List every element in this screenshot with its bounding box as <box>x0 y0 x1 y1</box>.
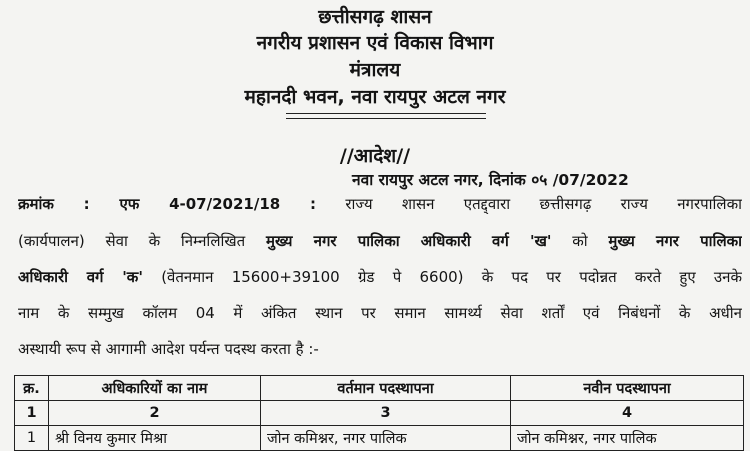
table-header-serial: क्र. <box>15 376 49 401</box>
body-line-5: अस्थायी रूप से आगामी आदेश पर्यन्त पदस्थ करता है :- <box>18 340 319 358</box>
table-cell-serial: 1 <box>15 426 49 451</box>
table-header-current-posting: वर्तमान पदस्थापना <box>261 376 511 401</box>
table-column-number: 4 <box>511 401 744 426</box>
table-column-number-row <box>15 401 744 426</box>
table-row <box>15 426 744 451</box>
body-line-3 <box>18 267 742 287</box>
header-state-government: छत्तीसगढ़ शासन <box>318 6 432 28</box>
table-column-number: 3 <box>261 401 511 426</box>
header-department: नगरीय प्रशासन एवं विकास विभाग <box>256 32 494 54</box>
table-header-row <box>15 376 744 401</box>
table-column-number: 1 <box>15 401 49 426</box>
table-header-officer-name: अधिकारियों का नाम <box>49 376 261 401</box>
body-line-2-text-a: (कार्यपालन) सेवा के निम्नलिखित <box>18 232 246 250</box>
body-line-2-text-c: को <box>572 232 588 250</box>
order-number: क्रमांक : एफ 4-07/2021/18 : <box>18 195 316 213</box>
table-cell-officer-name: श्री विनय कुमार मिश्रा <box>49 426 261 451</box>
body-line-2 <box>18 231 742 251</box>
order-title: //आदेश// <box>339 145 411 167</box>
body-line-4: नाम के सम्मुख कॉलम 04 में अंकित स्थान पर समान सामर्थ्य सेवा शर्तों एवं निबंधनों के अधीन <box>18 304 742 322</box>
table-cell-current-posting: जोन कमिश्नर, नगर पालिक <box>261 426 511 451</box>
order-dateline: नवा रायपुर अटल नगर, दिनांक ०५ /07/2022 <box>352 171 629 189</box>
body-line-3-text: (वेतनमान 15600+39100 ग्रेड पे 6600) के पद पर पदोन्नत करते हुए उनके <box>161 268 742 286</box>
header-ministry: मंत्रालय <box>349 59 401 81</box>
body-line-2-bold-d: मुख्य नगर पालिका <box>608 232 742 250</box>
body-line-3-bold: अधिकारी वर्ग 'क' <box>18 268 143 286</box>
table-cell-new-posting: जोन कमिश्नर, नगर पालिक <box>511 426 744 451</box>
officer-posting-table <box>14 375 744 451</box>
header-underline-bottom <box>286 118 486 119</box>
body-line-1-text: राज्य शासन एतद्द्वारा छत्तीसगढ़ राज्य नगरपालिका <box>345 195 742 213</box>
table-column-number: 2 <box>49 401 261 426</box>
header-address: महानदी भवन, नवा रायपुर अटल नगर <box>244 86 506 108</box>
table-header-new-posting: नवीन पदस्थापना <box>511 376 744 401</box>
header-underline-top <box>286 113 486 114</box>
body-line-2-bold-a: मुख्य नगर पालिका अधिकारी वर्ग 'ख' <box>265 232 552 250</box>
body-line-1 <box>18 194 742 214</box>
